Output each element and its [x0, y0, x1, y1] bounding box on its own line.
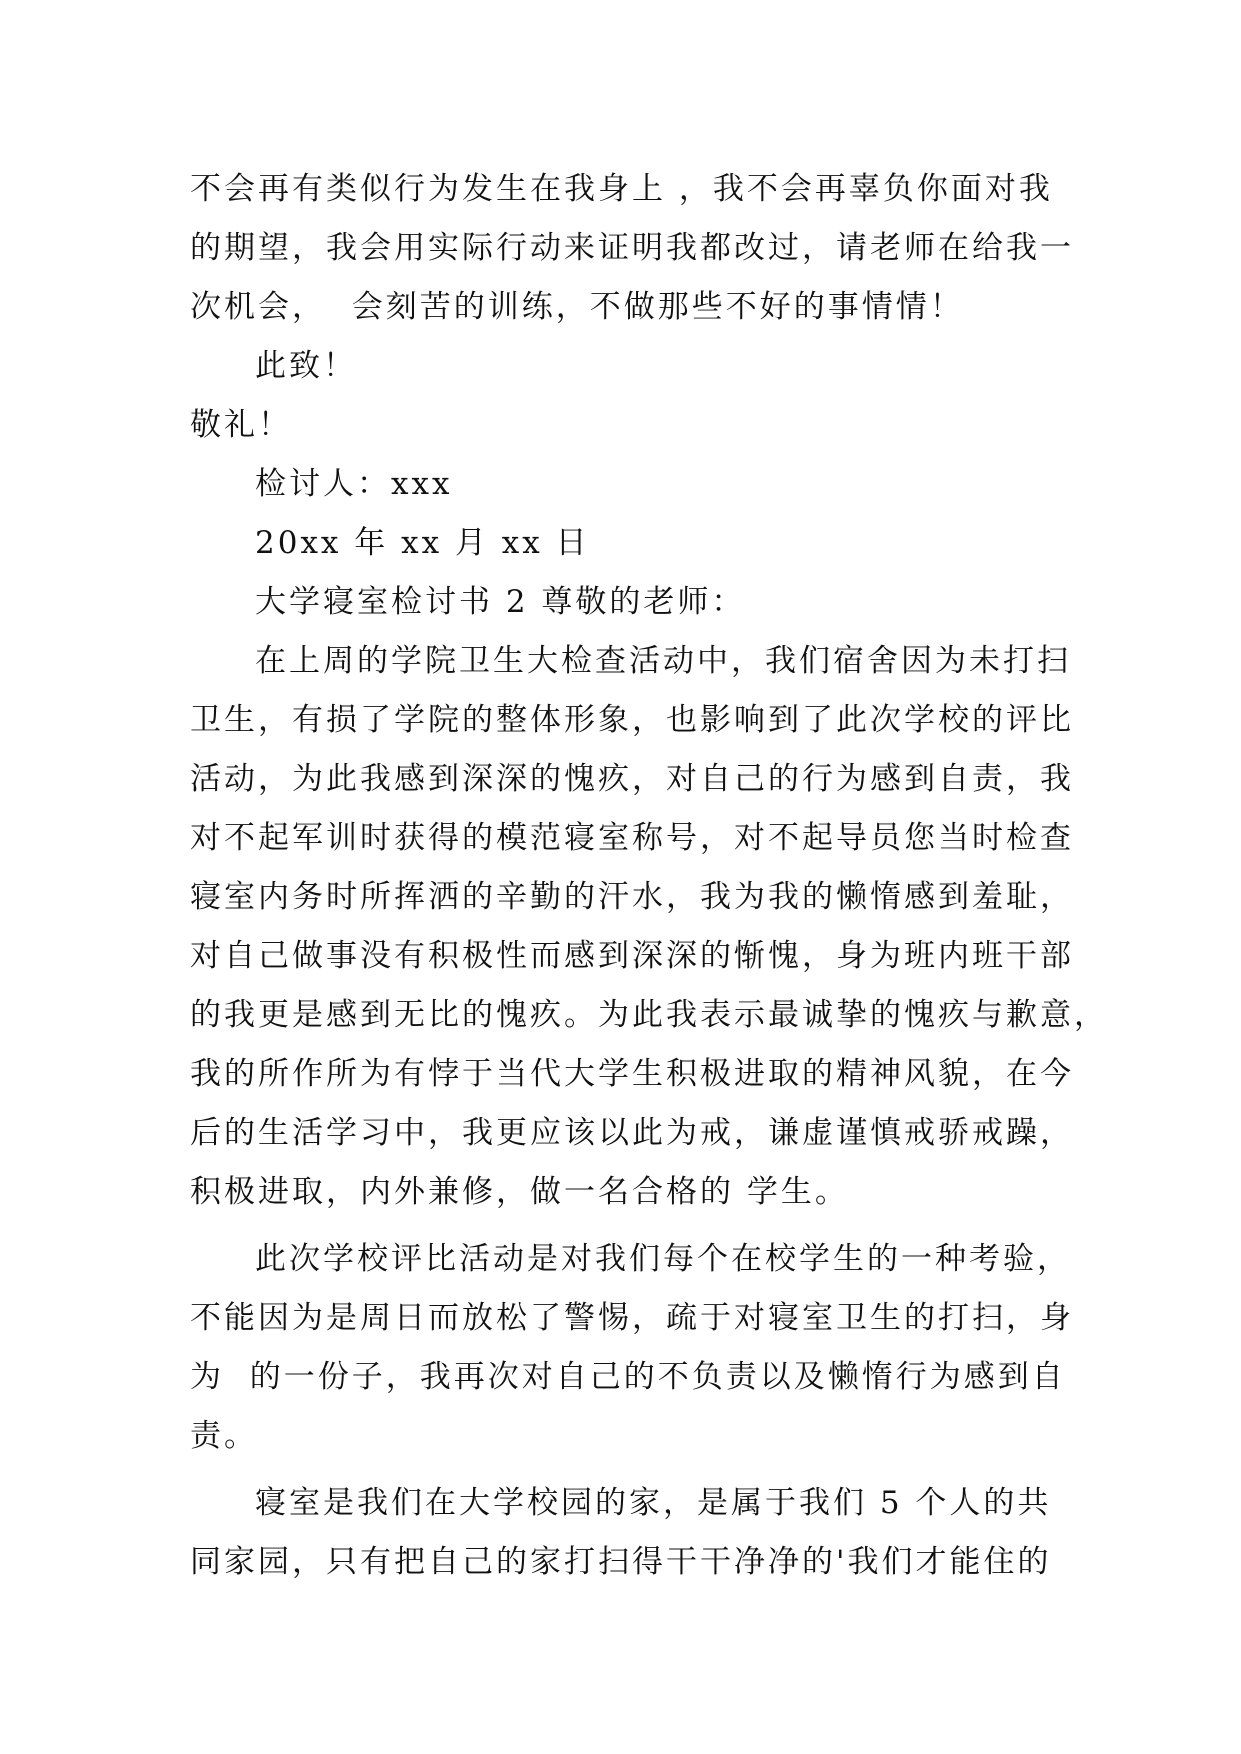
- text-line: 敬礼！: [190, 407, 292, 443]
- text-line: 的期望，我会用实际行动来证明我都改过，请老师在给我一: [190, 230, 1074, 266]
- text-line: 责。: [190, 1418, 258, 1454]
- text-line: 寝室内务时所挥洒的辛勤的汗水，我为我的懒惰感到羞耻，: [190, 879, 1074, 915]
- text-line: 为 的一份子，我再次对自己的不负责以及懒惰行为感到自: [190, 1359, 1066, 1395]
- text-line: 在上周的学院卫生大检查活动中，我们宿舍因为未打扫: [255, 643, 1071, 679]
- text-line: 卫生，有损了学院的整体形象，也影响到了此次学校的评比: [190, 702, 1074, 738]
- text-line: 不会再有类似行为发生在我身上 ，我不会再辜负你面对我: [190, 171, 1053, 207]
- text-line: 积极进取，内外兼修，做一名合格的 学生。: [190, 1174, 849, 1210]
- text-line: 20xx 年 xx 月 xx 日: [255, 525, 590, 561]
- document-body: [190, 160, 1108, 1592]
- text-line: 后的生活学习中，我更应该以此为戒，谦虚谨慎戒骄戒躁，: [190, 1115, 1074, 1151]
- text-line: 活动，为此我感到深深的愧疚，对自己的行为感到自责，我: [190, 761, 1074, 797]
- text-line: 寝室是我们在大学校园的家，是属于我们 5 个人的共: [255, 1485, 1052, 1521]
- text-line: 不能因为是周日而放松了警惕，疏于对寝室卫生的打扫，身: [190, 1300, 1074, 1336]
- text-line: 大学寝室检讨书 2 尊敬的老师：: [255, 584, 746, 620]
- text-line: 的我更是感到无比的愧疚。为此我表示最诚挚的愧疚与歉意，: [190, 997, 1108, 1033]
- text-line: 次机会， 会刻苦的训练，不做那些不好的事情情！: [190, 289, 964, 325]
- text-line: 同家园，只有把自己的家打扫得干干净净的'我们才能住的: [190, 1544, 1052, 1580]
- text-line: 此次学校评比活动是对我们每个在校学生的一种考验，: [255, 1241, 1071, 1277]
- text-line: 此致！: [255, 348, 357, 384]
- text-line: 我的所作所为有悖于当代大学生积极进取的精神风貌，在今: [190, 1056, 1074, 1092]
- text-line: 对自己做事没有积极性而感到深深的惭愧，身为班内班干部: [190, 938, 1074, 974]
- text-line: 检讨人：xxx: [255, 466, 453, 502]
- text-line: 对不起军训时获得的模范寝室称号，对不起导员您当时检查: [190, 820, 1074, 856]
